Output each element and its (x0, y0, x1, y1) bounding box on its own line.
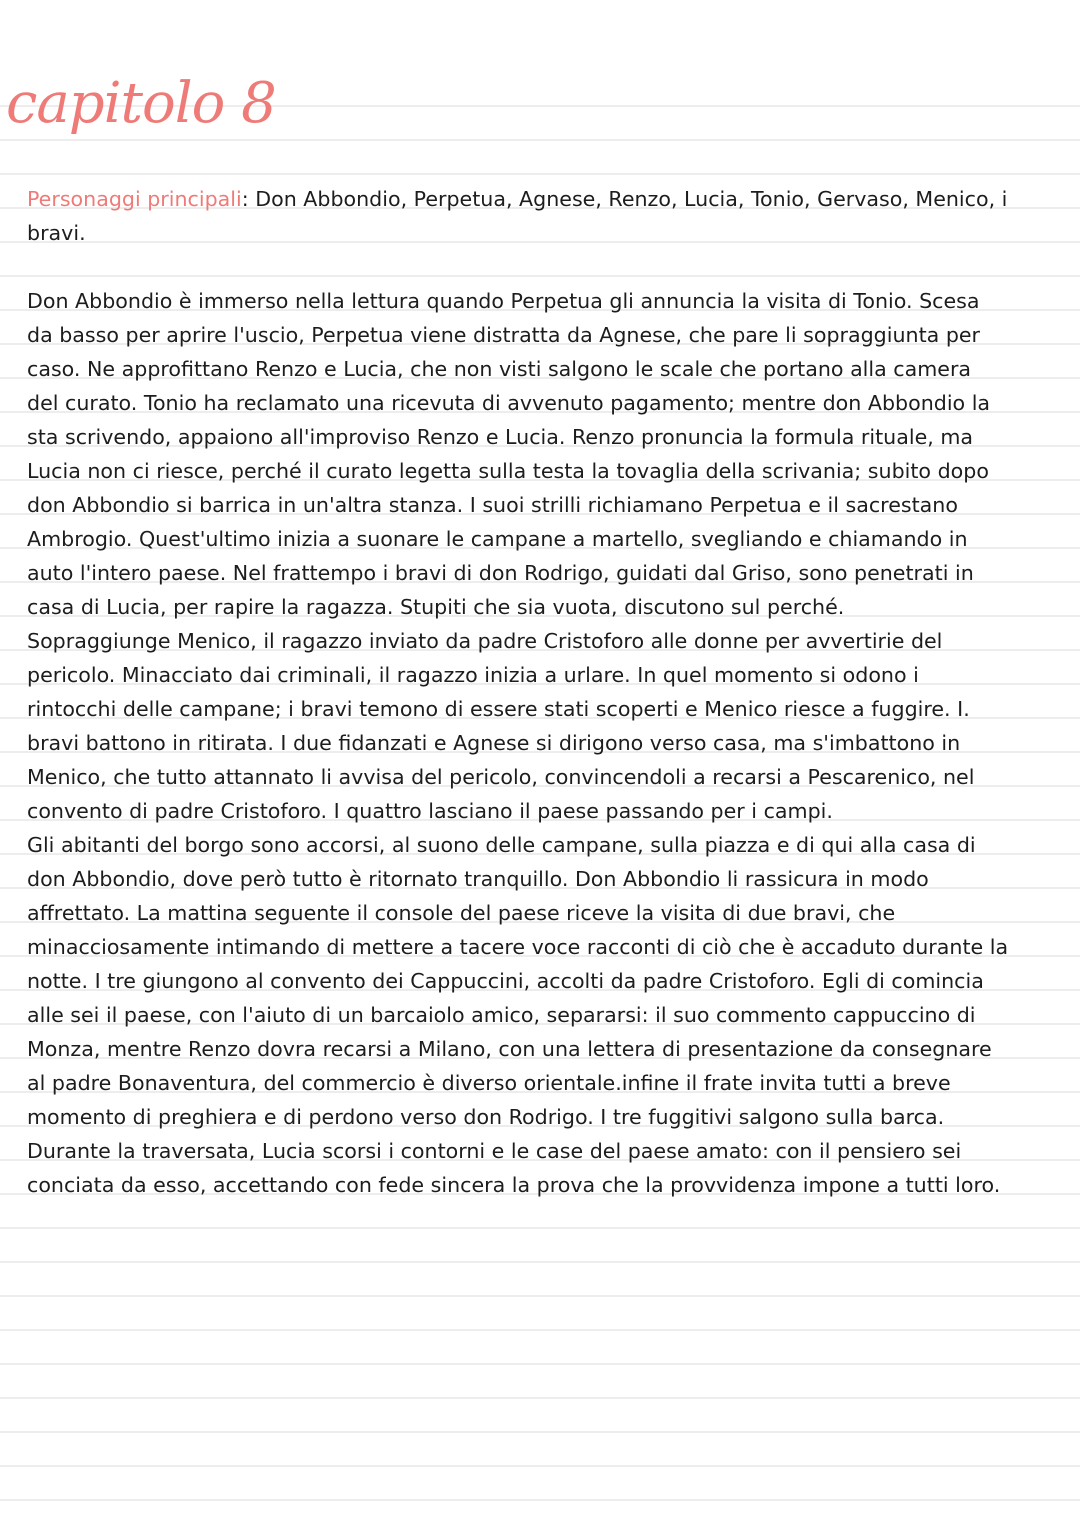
summary-line: Lucia non ci riesce, perché il curato legetta sulla testa la tovaglia della scrivania; subito dopo (27, 459, 989, 483)
summary-line: Sopraggiunge Menico, il ragazzo inviato da padre Cristoforo alle donne per avvertirie del (27, 629, 943, 653)
summary-line: Ambrogio. Quest'ultimo inizia a suonare le campane a martello, svegliando e chiamando in (27, 527, 968, 551)
summary-line: alle sei il paese, con l'aiuto di un barcaiolo amico, separarsi: il suo commento cappuccino di (27, 1003, 976, 1027)
summary-line: Gli abitanti del borgo sono accorsi, al suono delle campane, sulla piazza e di qui alla casa di (27, 833, 976, 857)
main-characters-label: Personaggi principali (27, 187, 242, 211)
summary-line: affrettato. La mattina seguente il console del paese riceve la visita di due bravi, che (27, 901, 896, 925)
summary-line: caso. Ne approfittano Renzo e Lucia, che non visti salgono le scale che portano alla camera (27, 357, 972, 381)
summary-line: minacciosamente intimando di mettere a tacere voce racconti di ciò che è accaduto durante la (27, 935, 1009, 959)
summary-line: Menico, che tutto attannato li avvisa del pericolo, convincendoli a recarsi a Pescarenico, nel (27, 765, 975, 789)
main-characters-colon: : (241, 187, 256, 211)
summary-line: pericolo. Minacciato dai criminali, il ragazzo inizia a urlare. In quel momento si odono i (27, 663, 919, 687)
summary-line: don Abbondio, dove però tutto è ritornato tranquillo. Don Abbondio li rassicura in modo (27, 867, 929, 891)
summary-line: bravi battono in ritirata. I due fidanzati e Agnese si dirigono verso casa, ma s'imbattono in (27, 731, 961, 755)
main-characters (27, 182, 1037, 250)
summary-line: don Abbondio si barrica in un'altra stanza. I suoi strilli richiamano Perpetua e il sacrestano (27, 493, 958, 517)
summary-line: Don Abbondio è immerso nella lettura quando Perpetua gli annuncia la visita di Tonio. Scesa (27, 289, 980, 313)
summary-line: da basso per aprire l'uscio, Perpetua viene distratta da Agnese, che pare li sopraggiunta per (27, 323, 981, 347)
summary-line: rintocchi delle campane; i bravi temono di essere stati scoperti e Menico riesce a fuggire. I. (27, 697, 970, 721)
summary-line: notte. I tre giungono al convento dei Cappuccini, accolti da padre Cristoforo. Egli di comincia (27, 969, 984, 993)
summary-line: casa di Lucia, per rapire la ragazza. Stupiti che sia vuota, discutono sul perché. (27, 595, 845, 619)
summary-line: Monza, mentre Renzo dovra recarsi a Milano, con una lettera di presentazione da consegnare (27, 1037, 992, 1061)
page-title: capitolo 8 (6, 71, 276, 136)
summary-line: momento di preghiera e di perdono verso don Rodrigo. I tre fuggitivi salgono sulla barca. (27, 1105, 945, 1129)
summary-line: convento di padre Cristoforo. I quattro lasciano il paese passando per i campi. (27, 799, 833, 823)
summary-line: sta scrivendo, appaiono all'improviso Renzo e Lucia. Renzo pronuncia la formula rituale, ma (27, 425, 974, 449)
chapter-summary (27, 284, 1037, 1202)
summary-line: conciata da esso, accettando con fede sincera la prova che la provvidenza impone a tutti loro. (27, 1173, 1001, 1197)
summary-line: Durante la traversata, Lucia scorsi i contorni e le case del paese amato: con il pensiero sei (27, 1139, 962, 1163)
summary-line: al padre Bonaventura, del commercio è diverso orientale.infine il frate invita tutti a breve (27, 1071, 951, 1095)
main-characters-list-continued: bravi. (27, 221, 86, 245)
summary-line: auto l'intero paese. Nel frattempo i bravi di don Rodrigo, guidati dal Griso, sono penetrati in (27, 561, 974, 585)
main-characters-list: Don Abbondio, Perpetua, Agnese, Renzo, Lucia, Tonio, Gervaso, Menico, i (255, 187, 1008, 211)
summary-line: del curato. Tonio ha reclamato una ricevuta di avvenuto pagamento; mentre don Abbondio la (27, 391, 991, 415)
